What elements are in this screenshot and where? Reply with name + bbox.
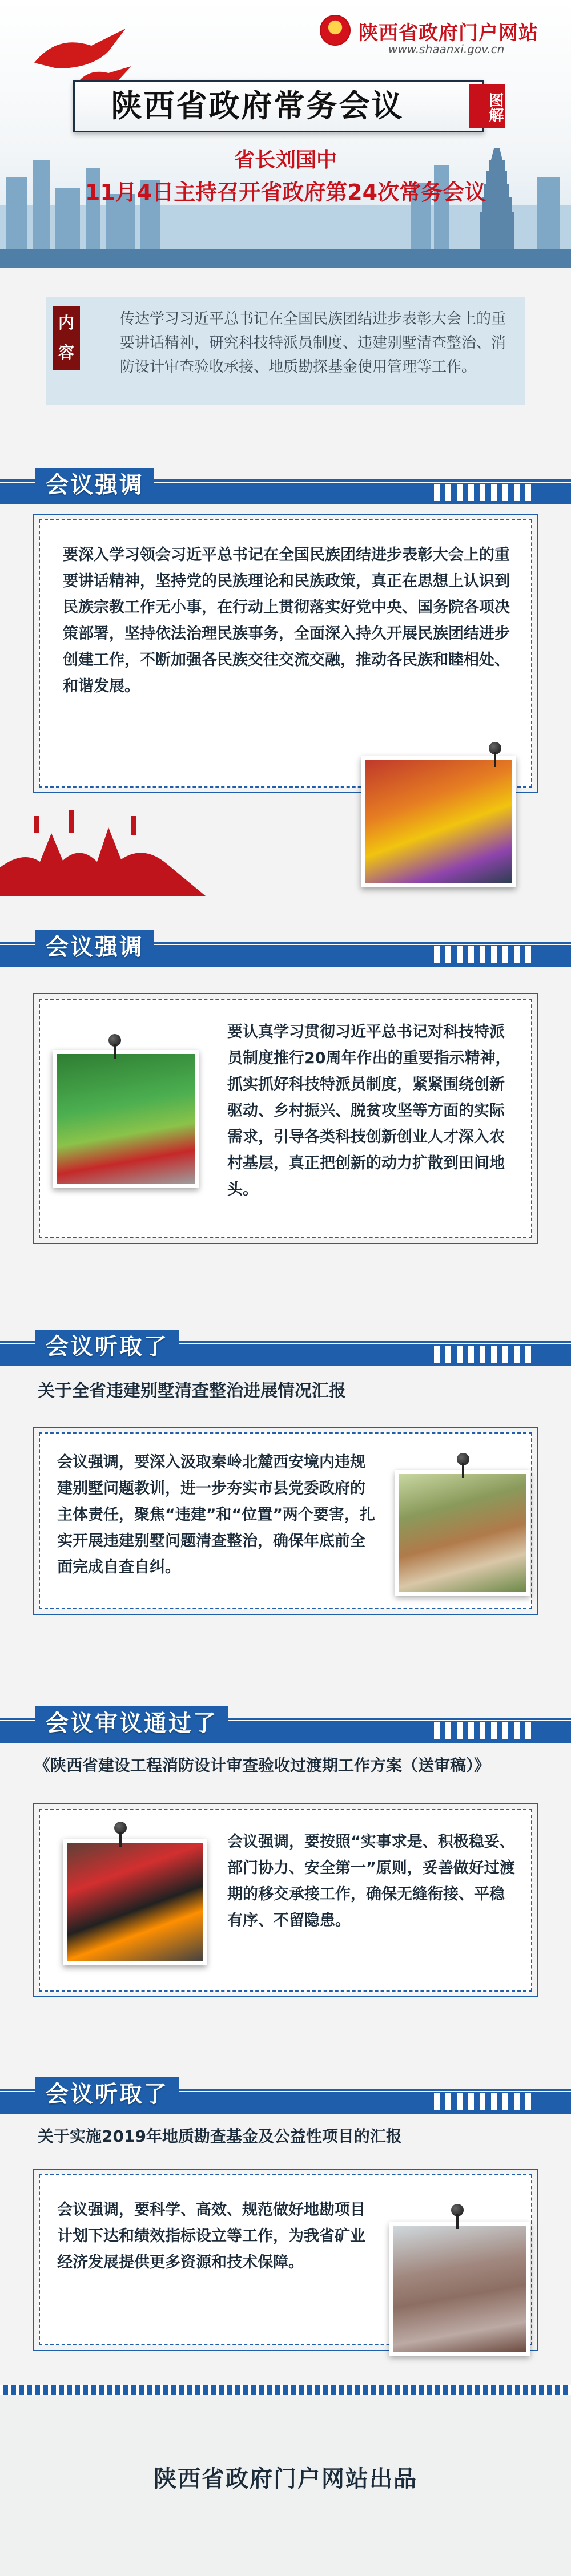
section-subtitle-5: 关于实施2019年地质勘查基金及公益性项目的汇报 bbox=[38, 2127, 402, 2146]
section-text-5: 会议强调，要科学、高效、规范做好地勘项目计划下达和绩效指标设立等工作，为我省矿业经济发展提供更多资源和技术保障。 bbox=[57, 2201, 365, 2271]
section-header-5 bbox=[0, 2077, 571, 2114]
content-tag: 内容 bbox=[53, 306, 80, 370]
section-label: 会议强调 bbox=[35, 468, 154, 502]
site-name: 陕西省政府门户网站 bbox=[359, 22, 538, 45]
section-label: 会议审议通过了 bbox=[35, 1706, 228, 1741]
section-subtitle-3: 关于全省违建别墅清查整治进展情况汇报 bbox=[38, 1381, 346, 1401]
section-text-3: 会议强调，要深入汲取秦岭北麓西安境内违规建别墅问题教训，进一步夯实市县党委政府的主体责任，聚焦“违建”和“位置”两个要害，扎实开展违建别墅问题清查整治，确保年底前全面完成自查自纠。 bbox=[57, 1453, 375, 1576]
header-banner bbox=[0, 0, 571, 268]
section-header-3 bbox=[0, 1330, 571, 1366]
photo-geological-survey bbox=[389, 2222, 530, 2356]
section-text-4: 会议强调，要按照“实事求是、积极稳妥、部门协力、安全第一”原则，妥善做好过渡期的移交承接工作，确保无缝衔接、平稳有序、不留隐患。 bbox=[227, 1833, 515, 1929]
content-summary-text: 传达学习习近平总书记在全国民族团结进步表彰大会上的重要讲话精神，研究科技特派员制度、违建别墅清查整治、消防设计审查验收承接、地质勘探基金使用管理等工作。 bbox=[120, 310, 506, 376]
pushpin-icon bbox=[108, 1034, 121, 1047]
crowd-silhouette-illustration bbox=[0, 799, 206, 896]
subtitle-meeting: 11月4日主持召开省政府第24次常务会议 bbox=[85, 180, 486, 205]
photo-green-field bbox=[53, 1050, 199, 1188]
section-label: 会议听取了 bbox=[35, 1330, 179, 1364]
photo-demolition-site bbox=[395, 1470, 530, 1596]
subtitle-governor: 省长刘国中 bbox=[234, 148, 337, 172]
section-text-1: 要深入学习领会习近平总书记在全国民族团结进步表彰大会上的重要讲话精神，坚持党的民族理论和民族政策，真正在思想上认识到民族宗教工作无小事，在行动上贯彻落实好党中央、国务院各项决策部署，坚持依法治理民族事务，全面深入持久开展民族团结进步创建工作，不断加强各民族交往交流交融，推动各民族和睦相处、和谐发展。 bbox=[63, 546, 510, 695]
dove-icon bbox=[23, 11, 137, 91]
section-subtitle-4: 《陕西省建设工程消防设计审查验收过渡期工作方案（送审稿）》 bbox=[34, 1756, 490, 1775]
pushpin-icon bbox=[451, 2204, 464, 2216]
photo-ethnic-dancers bbox=[361, 756, 516, 887]
footer-credit: 陕西省政府门户网站出品 bbox=[154, 2466, 417, 2492]
page-title: 陕西省政府常务会议 bbox=[111, 88, 404, 124]
site-url: www.shaanxi.gov.cn bbox=[388, 42, 505, 56]
section-header-1 bbox=[0, 468, 571, 504]
pushpin-icon bbox=[489, 742, 501, 754]
government-emblem-icon bbox=[320, 15, 351, 46]
section-header-2 bbox=[0, 930, 571, 967]
pushpin-icon bbox=[457, 1453, 469, 1465]
footer-stripe bbox=[0, 2385, 571, 2395]
section-text-2: 要认真学习贯彻习近平总书记对科技特派员制度推行20周年作出的重要指示精神，抓实抓好科技特派员制度，紧紧围绕创新驱动、乡村振兴、脱贫攻坚等方面的实际需求，引导各类科技创新创业人才深入农村基层，真正把创新的动力扩散到田间地头。 bbox=[227, 1023, 511, 1198]
section-label: 会议听取了 bbox=[35, 2077, 179, 2111]
photo-firefighters bbox=[63, 1839, 207, 1965]
pushpin-icon bbox=[114, 1822, 127, 1834]
section-header-4 bbox=[0, 1706, 571, 1743]
title-box bbox=[73, 80, 504, 132]
section-label: 会议强调 bbox=[35, 930, 154, 964]
infographic-badge: 图解 bbox=[469, 84, 505, 128]
